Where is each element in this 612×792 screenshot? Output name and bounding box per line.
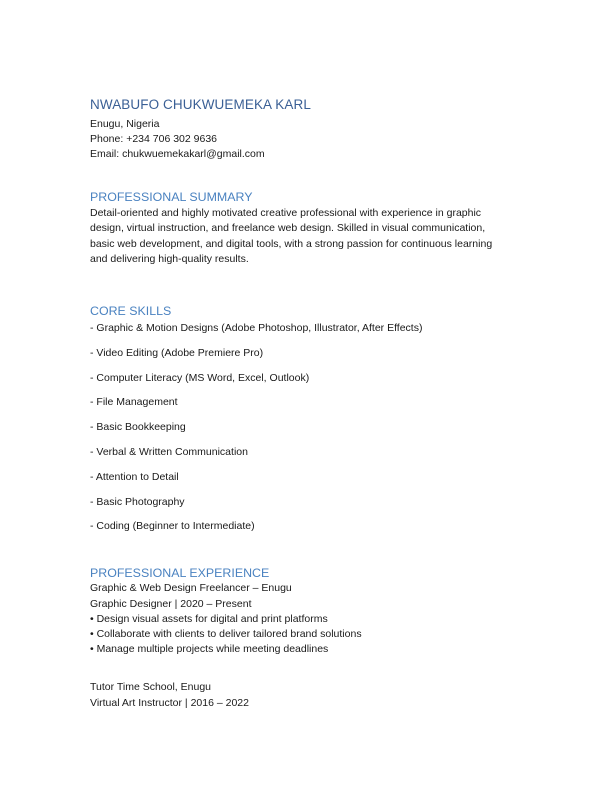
skill-item: - Verbal & Written Communication xyxy=(90,445,248,458)
resume-page xyxy=(90,96,530,711)
job-employer: Graphic & Web Design Freelancer – Enugu xyxy=(90,582,292,595)
skills-heading: CORE SKILLS xyxy=(90,303,172,318)
skill-item: - File Management xyxy=(90,396,178,409)
skill-item: - Basic Photography xyxy=(90,495,185,508)
summary-section xyxy=(90,189,530,268)
job-entry xyxy=(90,680,530,710)
job-employer: Tutor Time School, Enugu xyxy=(90,681,212,694)
summary-line: design, virtual instruction, and freelance web design. Skilled in visual communication, xyxy=(90,222,486,235)
candidate-location: Enugu, Nigeria xyxy=(90,118,160,130)
skill-item: - Attention to Detail xyxy=(90,470,179,483)
job-role: Virtual Art Instructor | 2016 – 2022 xyxy=(90,696,249,709)
candidate-name: NWABUFO CHUKWUEMEKA KARL xyxy=(90,97,311,112)
summary-text xyxy=(90,206,530,268)
experience-heading: PROFESSIONAL EXPERIENCE xyxy=(90,566,270,581)
job-entry xyxy=(90,581,530,657)
skill-item: - Basic Bookkeeping xyxy=(90,421,186,434)
candidate-phone: Phone: +234 706 302 9636 xyxy=(90,133,217,146)
summary-line: Detail-oriented and highly motivated creative professional with experience in graphic xyxy=(90,206,482,219)
job-bullet: • Design visual assets for digital and print platforms xyxy=(90,612,328,625)
job-bullet: • Collaborate with clients to deliver tailored brand solutions xyxy=(90,627,362,640)
candidate-email: Email: chukwuemekakarl@gmail.com xyxy=(90,148,265,161)
skill-item: - Computer Literacy (MS Word, Excel, Outlook) xyxy=(90,371,310,384)
experience-section xyxy=(90,565,530,710)
summary-line: and delivering high-quality results. xyxy=(90,253,249,266)
resume-header xyxy=(90,96,530,163)
skill-item: - Graphic & Motion Designs (Adobe Photoshop, Illustrator, After Effects) xyxy=(90,321,423,334)
skills-section xyxy=(90,303,530,534)
job-role: Graphic Designer | 2020 – Present xyxy=(90,597,252,610)
summary-heading: PROFESSIONAL SUMMARY xyxy=(90,189,253,204)
skills-list xyxy=(90,321,530,534)
skill-item: - Coding (Beginner to Intermediate) xyxy=(90,520,255,533)
summary-line: basic web development, and digital tools, with a strong passion for continuous learning xyxy=(90,237,493,250)
skill-item: - Video Editing (Adobe Premiere Pro) xyxy=(90,346,264,359)
job-bullet: • Manage multiple projects while meeting deadlines xyxy=(90,643,329,656)
